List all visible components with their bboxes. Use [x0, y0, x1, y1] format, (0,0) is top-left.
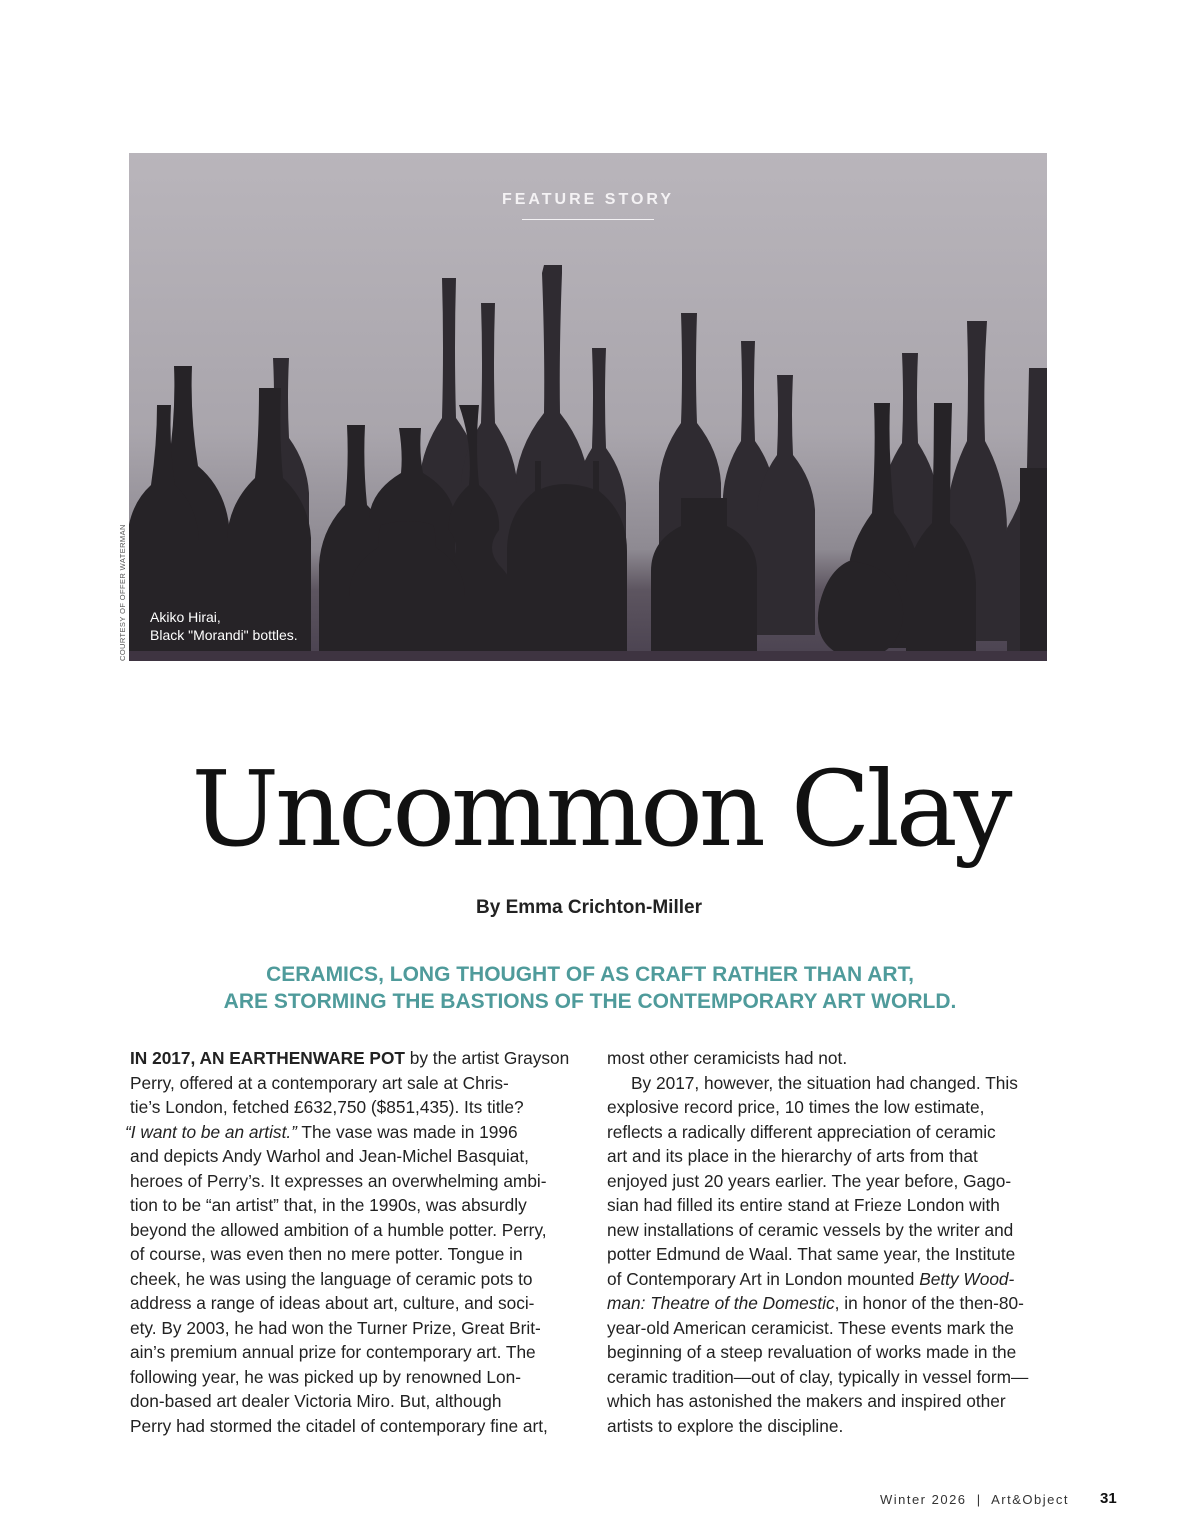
- body-text: , in honor of the then-80-: [834, 1293, 1024, 1313]
- bottles-illustration: [129, 153, 1047, 661]
- body-line: Perry had stormed the citadel of contemporary fine art,: [130, 1415, 548, 1436]
- body-line: heroes of Perry’s. It expresses an overwhelming ambi-: [130, 1170, 547, 1191]
- body-line: explosive record price, 10 times the low estimate,: [607, 1097, 985, 1117]
- body-line: year-old American ceramicist. These events mark the: [607, 1317, 1014, 1338]
- body-column-right: [607, 1046, 1047, 1438]
- body-line: artists to explore the discipline.: [607, 1415, 844, 1436]
- body-line: [125, 1120, 585, 1145]
- body-line: sian had filled its entire stand at Frieze London with: [607, 1195, 1000, 1215]
- body-line: [607, 1267, 1047, 1292]
- body-line: and depicts Andy Warhol and Jean-Michel Basquiat,: [130, 1146, 529, 1166]
- body-line: beginning of a steep revaluation of works made in the: [607, 1342, 1017, 1362]
- body-text: The vase was made in 1996: [296, 1121, 518, 1142]
- body-column-left: [125, 1046, 585, 1438]
- body-line: address a range of ideas about art, culture, and soci-: [130, 1293, 535, 1313]
- article-title: Uncommon Clay: [191, 748, 1009, 870]
- dek-line-2: ARE STORMING THE BASTIONS OF THE CONTEMPORARY ART WORLD.: [223, 990, 957, 1013]
- body-line: new installations of ceramic vessels by the writer and: [607, 1219, 1014, 1240]
- body-line: don-based art dealer Victoria Miro. But, although: [130, 1391, 502, 1411]
- dek-line-1: CERAMICS, LONG THOUGHT OF AS CRAFT RATHER THAN ART,: [266, 963, 914, 986]
- body-text: by the artist Grayson: [404, 1048, 570, 1068]
- exhibition-title: Betty Wood-: [919, 1268, 1015, 1289]
- body-line: tion to be “an artist” that, in the 1990s, was absurdly: [130, 1195, 527, 1215]
- lead-in: IN 2017, AN EARTHENWARE POT: [130, 1048, 405, 1068]
- kicker-underline: [522, 219, 654, 220]
- article-byline: By Emma Crichton-Miller: [476, 897, 702, 918]
- body-line: potter Edmund de Waal. That same year, the Institute: [607, 1244, 1016, 1264]
- body-line: [130, 1046, 585, 1071]
- body-line: tie’s London, fetched £632,750 ($851,435). Its title?: [130, 1097, 524, 1117]
- body-line: beyond the allowed ambition of a humble potter. Perry,: [130, 1219, 547, 1240]
- photo-caption: [150, 608, 298, 644]
- body-line: [607, 1291, 1047, 1316]
- body-line: ety. By 2003, he had won the Turner Prize, Great Brit-: [130, 1317, 541, 1338]
- article-dek: [0, 961, 1180, 1015]
- body-line: cheek, he was using the language of ceramic pots to: [130, 1268, 533, 1289]
- body-line: Perry, offered at a contemporary art sale at Chris-: [130, 1072, 509, 1093]
- exhibition-title: man: Theatre of the Domestic: [607, 1293, 835, 1313]
- body-line: which has astonished the makers and inspired other: [607, 1391, 1006, 1411]
- quoted-title: “I want to be an artist.”: [125, 1121, 297, 1142]
- body-line: ceramic tradition—out of clay, typically in vessel form—: [607, 1366, 1029, 1387]
- body-line: ain’s premium annual prize for contemporary art. The: [130, 1342, 536, 1362]
- body-line: enjoyed just 20 years earlier. The year before, Gago-: [607, 1170, 1012, 1191]
- section-kicker: FEATURE STORY: [501, 191, 675, 208]
- body-line: of course, was even then no mere potter. Tongue in: [130, 1244, 523, 1264]
- body-line: most other ceramicists had not.: [607, 1048, 848, 1068]
- body-line: art and its place in the hierarchy of arts from that: [607, 1146, 978, 1166]
- body-line: following year, he was picked up by renowned Lon-: [130, 1366, 521, 1387]
- body-line: By 2017, however, the situation had changed. This: [631, 1072, 1018, 1093]
- issue-footer: Winter 2026 | Art&Object: [879, 1492, 1069, 1507]
- body-line: reflects a radically different appreciation of ceramic: [607, 1121, 996, 1142]
- hero-photo: [129, 153, 1047, 661]
- page-number: 31: [1100, 1490, 1117, 1507]
- caption-artist: Akiko Hirai,: [150, 609, 221, 625]
- body-text: of Contemporary Art in London mounted: [607, 1268, 920, 1289]
- photo-credit: COURTESY OF OFFER WATERMAN: [118, 524, 127, 661]
- caption-work: Black "Morandi" bottles.: [150, 627, 298, 643]
